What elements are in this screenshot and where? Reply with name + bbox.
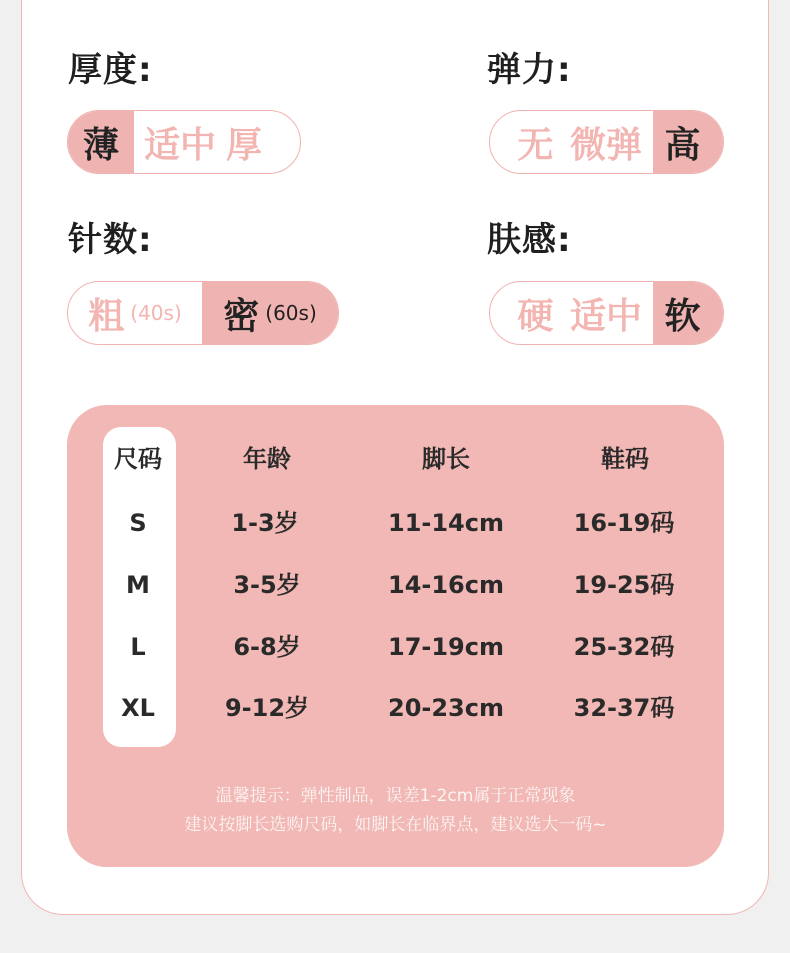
- row-m-shoe-size: 19-25码: [573, 571, 675, 599]
- stitch-option-coarse: [68, 282, 202, 344]
- row-l-shoe-size: 25-32码: [573, 633, 675, 661]
- row-l-size: L: [130, 633, 146, 661]
- row-l-age: 6-8岁: [233, 633, 301, 661]
- header-size: 尺码: [114, 445, 162, 473]
- header-foot-length: 脚长: [422, 445, 470, 473]
- elasticity-title: 弹力:: [487, 50, 572, 90]
- stitch-option-dense-note: (60s): [265, 301, 317, 325]
- size-note-line-1: 温馨提示：弹性制品，误差1-2cm属于正常现象: [215, 786, 576, 806]
- row-m-size: M: [126, 571, 150, 599]
- row-s-shoe-size: 16-19码: [573, 509, 675, 537]
- row-s-size: S: [129, 509, 147, 537]
- size-note-line-2: 建议按脚长选购尺码，如脚长在临界点，建议选大一码~: [184, 815, 607, 835]
- row-m-age: 3-5岁: [233, 571, 301, 599]
- row-xl-shoe-size: 32-37码: [573, 694, 675, 722]
- elasticity-option-high: 高: [653, 111, 723, 173]
- feel-title: 肤感:: [487, 220, 572, 260]
- stitch-option-coarse-label: 粗: [88, 295, 125, 337]
- stitch-title: 针数:: [68, 220, 153, 260]
- thickness-option-medium: 适中: [143, 124, 216, 166]
- size-table: [67, 405, 724, 867]
- elasticity-option-none: 无: [517, 124, 554, 166]
- thickness-option-thin: 薄: [68, 111, 134, 173]
- row-xl-age: 9-12岁: [224, 694, 310, 722]
- feel-option-soft: 软: [653, 282, 723, 344]
- stitch-option-coarse-note: (40s): [130, 301, 182, 325]
- header-shoe-size: 鞋码: [601, 445, 649, 473]
- stitch-option-dense: [202, 282, 338, 344]
- stitch-option-dense-label: 密: [223, 295, 260, 337]
- thickness-selector: [67, 110, 301, 174]
- row-m-foot-length: 14-16cm: [388, 571, 504, 599]
- row-l-foot-length: 17-19cm: [388, 633, 504, 661]
- thickness-option-thick: 厚: [226, 124, 263, 166]
- elasticity-selector: [489, 110, 724, 174]
- row-s-age: 1-3岁: [231, 509, 299, 537]
- row-xl-size: XL: [121, 694, 155, 722]
- feel-selector: [489, 281, 724, 345]
- feel-option-medium: 适中: [569, 295, 642, 337]
- header-age: 年龄: [243, 445, 291, 473]
- stitch-selector: [67, 281, 339, 345]
- feel-option-hard: 硬: [517, 295, 554, 337]
- elasticity-option-slight: 微弹: [569, 124, 642, 166]
- row-s-foot-length: 11-14cm: [388, 509, 504, 537]
- row-xl-foot-length: 20-23cm: [388, 694, 504, 722]
- thickness-title: 厚度:: [68, 50, 153, 90]
